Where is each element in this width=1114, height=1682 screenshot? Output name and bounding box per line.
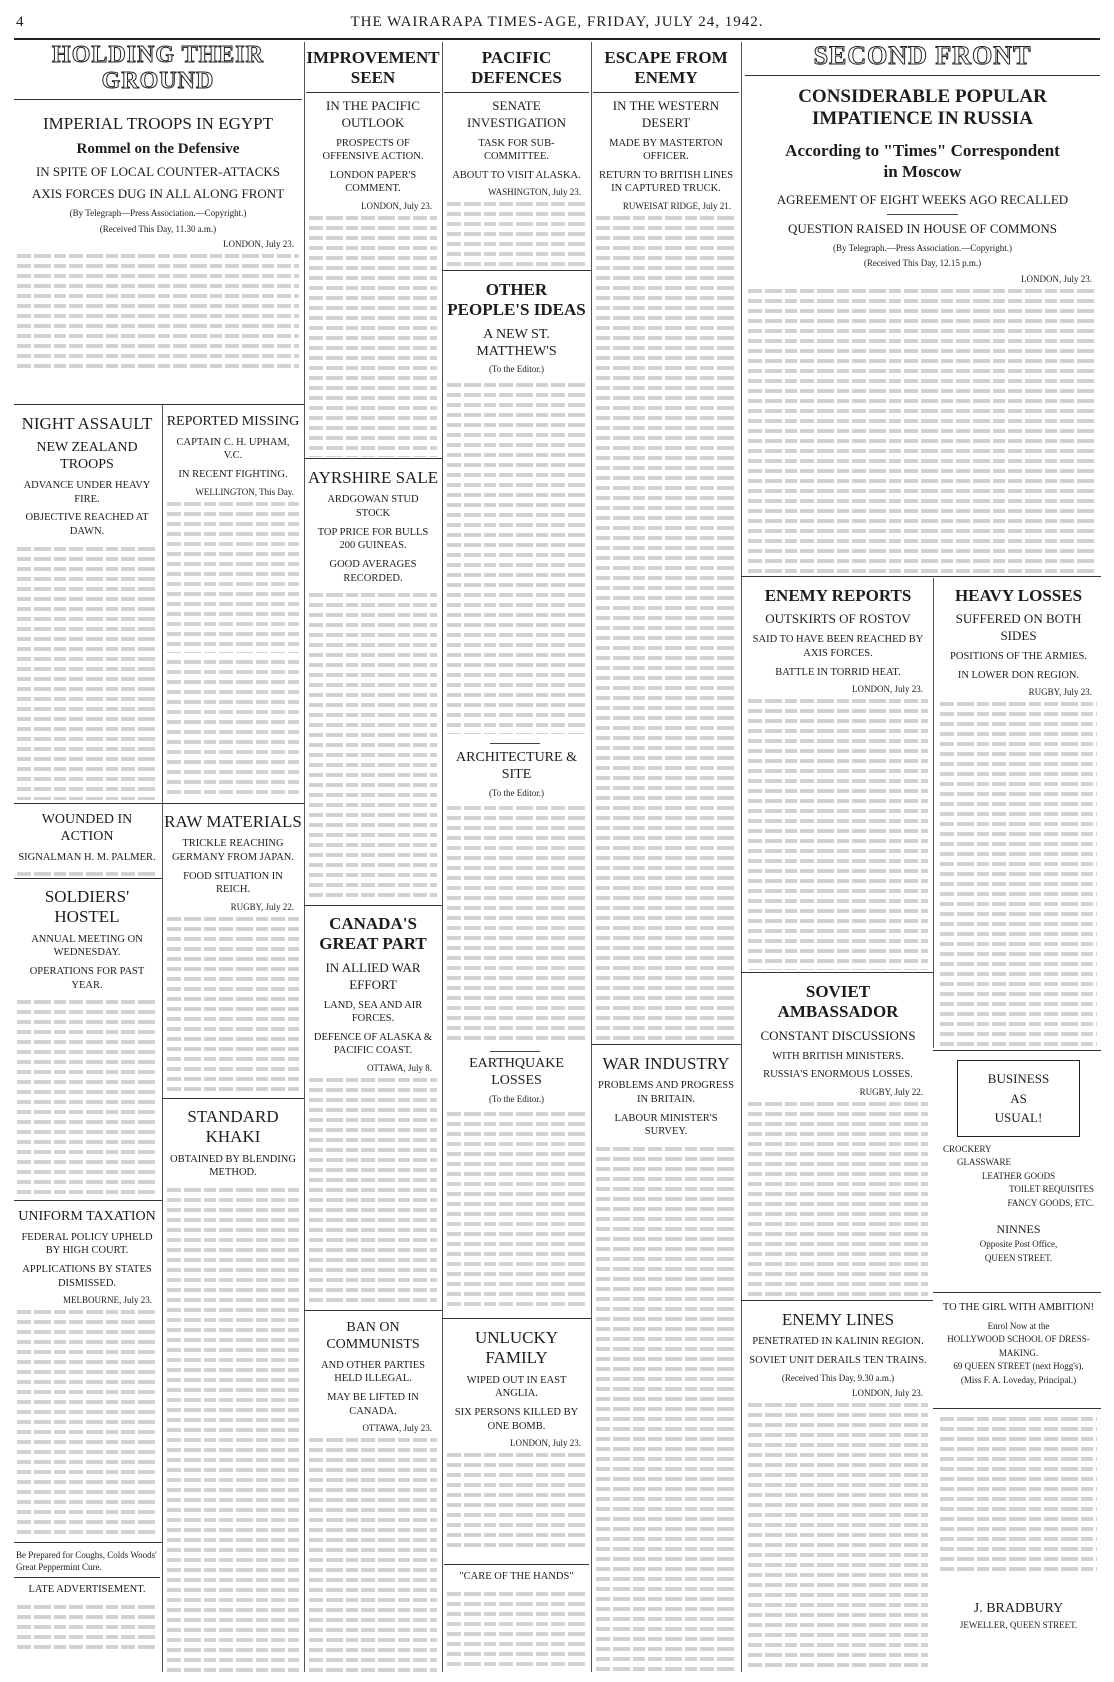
article-body [447,803,586,1044]
subheadline: A NEW ST. MATTHEW'S [476,326,557,359]
section-rule [14,878,162,879]
subheadline: GOOD AVERAGES RECORDED. [329,558,417,584]
dateline: LONDON, July 23. [1021,274,1092,285]
headline: ENEMY LINES [781,1310,895,1329]
article-architecture-and-site [444,744,589,1044]
article-body [309,1435,437,1672]
page-number: 4 [16,14,24,30]
article-war-industry [593,1048,739,1672]
credit-line: (By Telegraph—Press Association.—Copyright.) [69,207,247,218]
subheadline: APPLICATIONS BY STATES DISMISSED. [22,1264,152,1289]
dateline: LONDON, July 23. [361,201,432,212]
article-body [167,657,299,797]
editor-note: (To the Editor.) [488,364,545,375]
subheadline: MAY BE LIFTED IN CANADA. [327,1391,419,1417]
section-rule [162,803,304,804]
subheadline: IN SPITE OF LOCAL COUNTER-ATTACKS [35,164,281,180]
subheadline: According to "Times" Correspondent in Moscow [785,141,1060,181]
advertisement-body [940,1414,1097,1594]
headline: OTHER PEOPLE'S IDEAS [447,280,586,320]
subheadline: BATTLE IN TORRID HEAT. [775,666,901,678]
article-enemy-lines [745,1304,931,1672]
headline: STANDARD KHAKI [187,1107,279,1147]
column-divider [442,42,443,1672]
headline: PACIFIC DEFENCES [444,48,589,93]
ad-line: BUSINESS [987,1071,1050,1086]
ad-address: Opposite Post Office, [979,1239,1058,1249]
subheadline: DEFENCE OF ALASKA & PACIFIC COAST. [313,1031,433,1057]
article-body [167,914,299,1096]
hollywood-school-advertisement [937,1296,1100,1406]
headline: AYRSHIRE SALE [307,468,439,487]
article-second-front [745,42,1100,574]
headline: EARTHQUAKE LOSSES [469,1056,564,1088]
article-earthquake-losses [444,1050,589,1312]
column-divider [933,578,934,1048]
subheadline: SENATE INVESTIGATION [467,97,566,130]
article-body [447,1109,586,1309]
editor-note: (To the Editor.) [488,1093,545,1104]
ad-item: LEATHER GOODS [981,1170,1056,1181]
article-body [17,544,157,800]
subheadline: Rommel on the Defensive [76,141,240,158]
headline: HEAVY LOSSES [954,586,1083,605]
subheadline: NEW ZEALAND TROOPS [36,440,138,473]
article-soviet-ambassador [745,976,931,1298]
editor-note: (To the Editor.) [488,787,545,798]
headline: ARCHITECTURE & SITE [456,750,577,782]
headline: BAN ON COMMUNISTS [326,1320,420,1352]
subheadline: AGREEMENT OF EIGHT WEEKS AGO RECALLED [776,191,1069,207]
article-body [167,499,299,653]
dateline: RUWEISAT RIDGE, July 21. [622,201,731,212]
section-rule [933,1292,1101,1293]
section-rule [304,1310,442,1311]
article-body [940,699,1097,1048]
headline: SOLDIERS' HOSTEL [44,887,130,927]
column-divider [591,42,592,1672]
article-body [309,1075,437,1308]
headline: ENEMY REPORTS [764,586,912,605]
subheadline: SAID TO HAVE BEEN REACHED BY AXIS FORCES. [752,634,924,659]
article-body [17,1602,157,1662]
dateline: LONDON, July 23. [852,684,923,695]
section-rule [741,576,1101,577]
subheadline: TRICKLE REACHING GERMANY FROM JAPAN. [171,838,295,864]
subheadline: ARDGOWAN STUD STOCK [327,494,419,520]
subheadline: IN ALLIED WAR EFFORT [325,959,421,992]
subheadline: TASK FOR SUB-COMMITTEE. [478,137,555,163]
subheadline: CONSIDERABLE POPULAR IMPATIENCE IN RUSSIA [798,85,1047,130]
ad-line: AS [1010,1090,1027,1106]
headline: CANADA'S GREAT PART [319,914,427,954]
ad-address: QUEEN STREET. [984,1252,1053,1263]
article-unlucky-family [444,1322,589,1672]
subheadline: FOOD SITUATION IN REICH. [183,870,283,896]
section-rule [933,1050,1101,1051]
received-line: (Received This Day, 12.15 p.m.) [863,258,982,269]
headline: NIGHT ASSAULT [21,414,153,433]
dateline: WELLINGTON, This Day. [195,486,294,497]
section-rule [442,270,591,271]
article-body [748,286,1097,574]
subheadline: ANNUAL MEETING ON WEDNESDAY. [31,933,143,959]
article-uniform-taxation [14,1203,160,1541]
section-rule [14,803,162,804]
ad-address: JEWELLER, QUEEN STREET. [959,1620,1078,1630]
subheadline: AND OTHER PARTIES HELD ILLEGAL. [321,1359,425,1385]
subheadline: SIX PERSONS KILLED BY ONE BOMB. [454,1407,579,1432]
article-body [17,869,157,876]
subheadline: OUTSKIRTS OF ROSTOV [765,611,911,627]
article-body [447,199,586,268]
headline: LATE ADVERTISEMENT. [28,1584,146,1596]
article-pacific-defences [444,42,589,268]
section-rule [304,458,442,459]
section-rule [741,1300,933,1301]
subheadline: OBTAINED BY BLENDING METHOD. [170,1153,296,1179]
subheadline: FEDERAL POLICY UPHELD BY HIGH COURT. [21,1231,153,1257]
subheadline: RETURN TO BRITISH LINES IN CAPTURED TRUCK. [598,169,734,195]
article-improvement-seen [306,42,440,457]
late-advertisement [14,1546,160,1672]
subheadline: ABOUT TO VISIT ALASKA. [452,169,581,181]
article-body [447,1450,586,1560]
subheadline: PROSPECTS OF OFFENSIVE ACTION. [322,137,424,163]
column-divider [741,42,742,1672]
cough-cure-ad: Be Prepared for Coughs, Colds Woods' Great Peppermint Cure. [16,1550,157,1572]
column-divider [304,42,305,1672]
advertisement-body [447,1589,586,1669]
article-ban-on-communists [306,1314,440,1672]
article-wounded-in-action [14,806,160,876]
section-rule [444,1564,589,1565]
newspaper-title: THE WAIRARAPA TIMES-AGE, FRIDAY, JULY 24, 1942. [350,14,764,30]
article-holding-their-ground [14,42,302,402]
subheadline: WITH BRITISH MINISTERS. [772,1050,904,1062]
ad-heading: TO THE GIRL WITH AMBITION! [942,1302,1095,1313]
dateline: RUGBY, July 22. [230,901,294,912]
subheadline: PENETRATED IN KALININ REGION. [752,1336,924,1348]
ad-line: Enrol Now at the [987,1320,1050,1331]
section-rule [14,1542,162,1543]
signature [452,1311,581,1312]
headline: UNLUCKY FAMILY [474,1328,559,1368]
dateline: LONDON, July 23. [852,1388,923,1399]
article-body [309,590,437,902]
ad-item: TOILET REQUISITES [1009,1184,1094,1194]
article-body [17,251,299,371]
headline: HOLDING THEIR GROUND [14,42,302,100]
bradbury-advertisement [937,1412,1100,1672]
ad-line: 69 QUEEN STREET (next Hogg's). [953,1361,1084,1372]
ad-line: HOLLYWOOD SCHOOL OF DRESS-MAKING. [947,1334,1090,1358]
ad-item: CROCKERY [943,1143,992,1154]
headline: REPORTED MISSING [166,414,300,429]
ad-line: USUAL! [994,1110,1043,1125]
article-body [596,1144,736,1672]
article-body [17,1307,157,1537]
dateline: OTTAWA, July 23. [362,1423,432,1434]
subheadline: CAPTAIN C. H. UPHAM, V.C. [176,436,290,462]
section-rule [933,1408,1101,1409]
section-rule [741,972,933,973]
advertiser-name: NINNES [996,1222,1041,1236]
article-standard-khaki [164,1101,302,1672]
article-body [748,1400,928,1670]
subheadline: CONSTANT DISCUSSIONS [760,1027,916,1043]
article-ayrshire-sale [306,462,440,902]
subheadline: RUSSIA'S ENORMOUS LOSSES. [763,1069,913,1081]
article-escape-from-enemy [593,42,739,1042]
article-body [17,997,157,1197]
dateline: MELBOURNE, July 23. [62,1295,152,1306]
dateline: RUGBY, July 23. [1028,687,1092,698]
care-of-hands-ad-heading: "CARE OF THE HANDS" [459,1571,574,1583]
subheadline: SIGNALMAN H. M. PALMER. [18,851,156,863]
article-body [596,213,736,1042]
dateline: RUGBY, July 22. [859,1086,923,1097]
article-heavy-losses [937,580,1100,1048]
article-enemy-reports [745,580,931,970]
dateline: LONDON, July 23. [510,1438,581,1449]
headline: IMPROVEMENT SEEN [306,48,440,93]
subheadline: LABOUR MINISTER'S SURVEY. [614,1112,718,1138]
article-other-peoples-ideas [444,274,589,734]
headline: SECOND FRONT [745,42,1100,76]
headline: WAR INDUSTRY [602,1054,730,1073]
masthead [0,12,1114,34]
article-continued-text [164,655,302,800]
article-body [447,380,586,734]
subheadline: IMPERIAL TROOPS IN EGYPT [43,113,273,133]
section-rule [304,905,442,906]
subheadline: OBJECTIVE REACHED AT DAWN. [25,512,149,537]
dateline: LONDON, July 23. [223,239,294,250]
subheadline: TOP PRICE FOR BULLS 200 GUINEAS. [317,526,429,552]
business-as-usual-box [957,1060,1080,1137]
subheadline: AXIS FORCES DUG IN ALL ALONG FRONT [31,186,285,202]
article-body [309,213,437,457]
subheadline: OPERATIONS FOR PAST YEAR. [29,966,145,991]
received-line: (Received This Day, 11.30 a.m.) [99,223,217,234]
headline: SOVIET AMBASSADOR [777,982,899,1022]
subheadline: MADE BY MASTERTON OFFICER. [609,137,723,163]
dateline: OTTAWA, July 8. [366,1063,432,1074]
article-raw-materials [164,806,302,1096]
article-canadas-great-part [306,908,440,1308]
article-night-assault [14,408,160,800]
subheadline: SUFFERED ON BOTH SIDES [955,611,1082,644]
subheadline: PROBLEMS AND PROGRESS IN BRITAIN. [598,1080,734,1106]
subheadline: QUESTION RAISED IN HOUSE OF COMMONS [787,220,1058,236]
section-rule [14,1200,162,1201]
column-divider [162,405,163,1672]
ad-item: FANCY GOODS, ETC. [1007,1197,1094,1208]
subheadline: ADVANCE UNDER HEAVY FIRE. [23,479,151,505]
article-body [167,1185,299,1672]
subheadline: POSITIONS OF THE ARMIES. [950,651,1087,663]
ad-item: GLASSWARE [957,1157,1012,1167]
subheadline: IN THE WESTERN DESERT [612,97,720,130]
article-reported-missing [164,408,302,653]
divider [887,214,958,216]
credit-line: (By Telegraph.—Press Association.—Copyright.) [833,242,1012,253]
ninnes-advertisement [937,1054,1100,1290]
subheadline: IN THE PACIFIC OUTLOOK [326,97,420,130]
subheadline: WIPED OUT IN EAST ANGLIA. [466,1374,567,1400]
received-line: (Received This Day, 9.30 a.m.) [781,1372,895,1383]
section-rule [162,1098,304,1099]
subheadline: IN RECENT FIGHTING. [178,469,288,481]
subheadline: IN LOWER DON REGION. [957,669,1080,681]
subheadline: SOVIET UNIT DERAILS TEN TRAINS. [749,1355,927,1367]
advertiser-name: J. BRADBURY [973,1601,1064,1616]
article-soldiers-hostel [14,881,160,1197]
section-rule [14,404,304,405]
headline: ESCAPE FROM ENEMY [593,48,739,93]
article-body [748,696,928,970]
section-rule [14,1577,160,1578]
headline: UNIFORM TAXATION [18,1209,156,1224]
section-rule [442,1318,591,1319]
section-rule [591,1044,741,1045]
headline: RAW MATERIALS [164,812,302,831]
masthead-rule [14,38,1100,40]
dateline: WASHINGTON, July 23. [488,187,581,198]
subheadline: LAND, SEA AND AIR FORCES. [323,999,423,1025]
article-body [748,1099,928,1298]
subheadline: LONDON PAPER'S COMMENT. [329,169,417,195]
headline: WOUNDED IN ACTION [41,812,133,844]
ad-line: (Miss F. A. Loveday, Principal.) [960,1374,1077,1385]
